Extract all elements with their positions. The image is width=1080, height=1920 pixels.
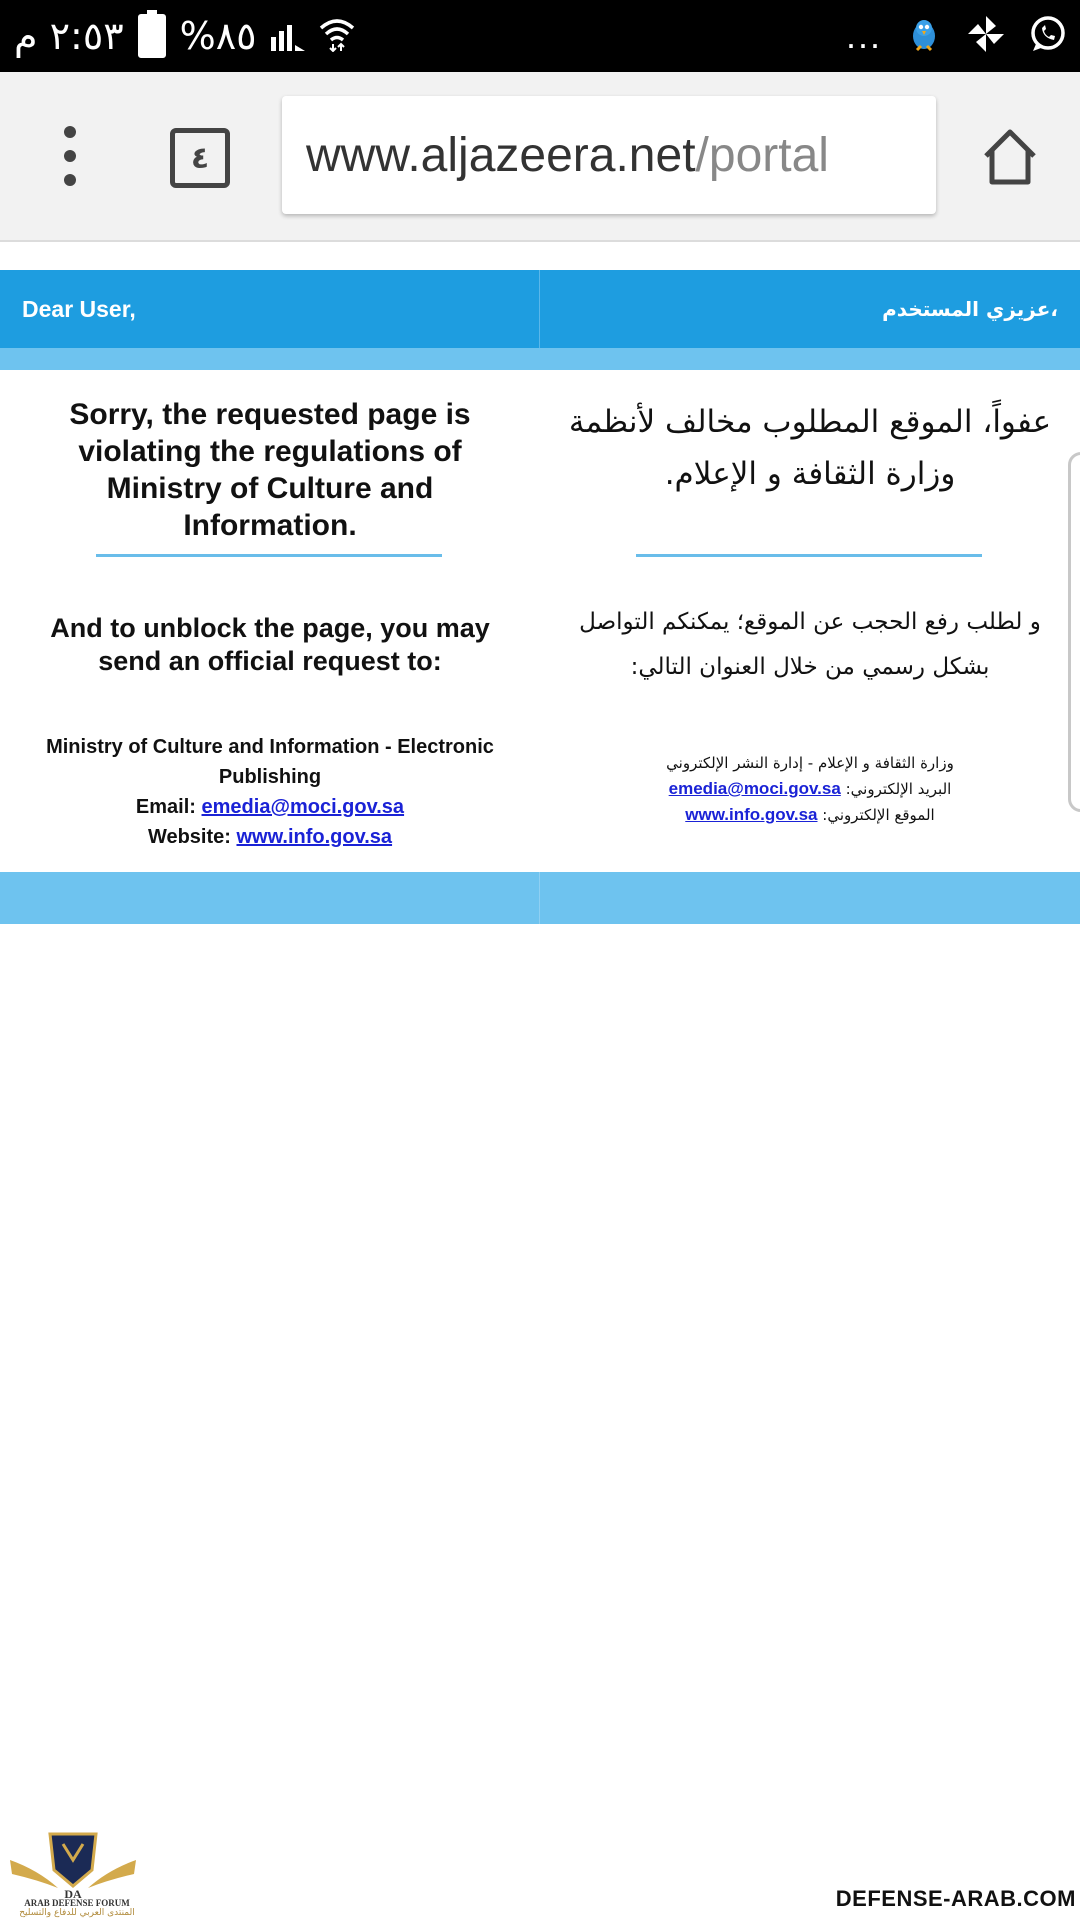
header-ar: عزيزي المستخدم،: [882, 297, 1058, 321]
status-right: [846, 0, 1068, 72]
menu-dot-icon: [64, 150, 76, 162]
en-ministry-name: Ministry of Culture and Information - Electronic Publishing: [46, 736, 494, 788]
footer-left: [0, 872, 540, 924]
whatsapp-icon: [1028, 14, 1068, 59]
page-header: [0, 270, 1080, 348]
english-column: [0, 370, 540, 872]
signal-icon: [271, 17, 305, 56]
menu-dot-icon: [64, 126, 76, 138]
en-divider: [96, 554, 442, 557]
en-block-message: Sorry, the requested page is violating the regulations of Ministry of Culture and Information.: [69, 398, 471, 542]
battery-percent: %٨٥: [179, 14, 257, 58]
en-unblock-instructions: And to unblock the page, you may send an official request to:: [50, 613, 490, 676]
ar-email-line: [610, 776, 1010, 802]
status-left: [14, 0, 355, 72]
ar-block-message: عفواً، الموقع المطلوب مخالف لأنظمة وزارة الثقافة و الإعلام.: [568, 404, 1052, 492]
ar-contact-info: [610, 750, 1010, 828]
en-email-line: [40, 792, 500, 822]
header-subbar: [0, 348, 1080, 370]
edge-panel-handle[interactable]: [1068, 452, 1080, 812]
footer-right: [540, 872, 1080, 924]
ar-email-link[interactable]: emedia@moci.gov.sa: [668, 779, 841, 798]
url-host: www.aljazeera.net: [306, 128, 696, 182]
browser-menu-button[interactable]: [50, 126, 90, 186]
ar-website-label: الموقع الإلكتروني:: [822, 806, 935, 824]
ar-website-link[interactable]: www.info.gov.sa: [685, 805, 818, 824]
watermark-site: DEFENSE-ARAB.COM: [835, 1886, 1076, 1911]
clock: ٢:٥٣ م: [14, 14, 124, 58]
address-bar[interactable]: [282, 96, 936, 214]
en-email-link[interactable]: emedia@moci.gov.sa: [201, 796, 405, 818]
pinwheel-app-icon: [966, 14, 1006, 59]
logo-initials: DA: [64, 1887, 82, 1900]
arabic-column: [540, 370, 1080, 872]
page-footer: [0, 872, 1080, 924]
logo-text-en: ARAB DEFENSE FORUM: [24, 1898, 130, 1908]
status-bar: [0, 0, 1080, 72]
en-email-label: Email:: [135, 796, 196, 818]
ar-website-line: [610, 802, 1010, 828]
header-en: Dear User,: [0, 270, 540, 348]
logo-caption: [12, 1898, 142, 1918]
ar-ministry-name: وزارة الثقافة و الإعلام - إدارة النشر الإلكتروني: [666, 754, 954, 772]
tab-switcher-button[interactable]: ٤: [170, 128, 230, 188]
browser-toolbar: [0, 72, 1080, 242]
ar-unblock-instructions: و لطلب رفع الحجب عن الموقع؛ يمكنكم التواصل بشكل رسمي من خلال العنوان التالي:: [579, 609, 1041, 680]
menu-dot-icon: [64, 174, 76, 186]
bird-app-icon: [904, 14, 944, 59]
ar-divider: [636, 554, 982, 557]
battery-icon: [138, 14, 166, 58]
wifi-icon: [319, 16, 355, 57]
home-button[interactable]: [978, 126, 1042, 190]
overflow-indicator: ...: [845, 15, 882, 56]
en-website-line: [40, 822, 500, 852]
en-website-label: Website:: [147, 826, 231, 848]
en-contact-info: [40, 732, 500, 852]
logo-text-ar: المنتدى العربي للدفاع والتسليح: [19, 1908, 135, 1918]
url-path: /portal: [695, 128, 829, 182]
ar-email-label: البريد الإلكتروني:: [845, 780, 952, 798]
en-website-link[interactable]: www.info.gov.sa: [236, 826, 393, 848]
home-icon: [978, 126, 1042, 190]
